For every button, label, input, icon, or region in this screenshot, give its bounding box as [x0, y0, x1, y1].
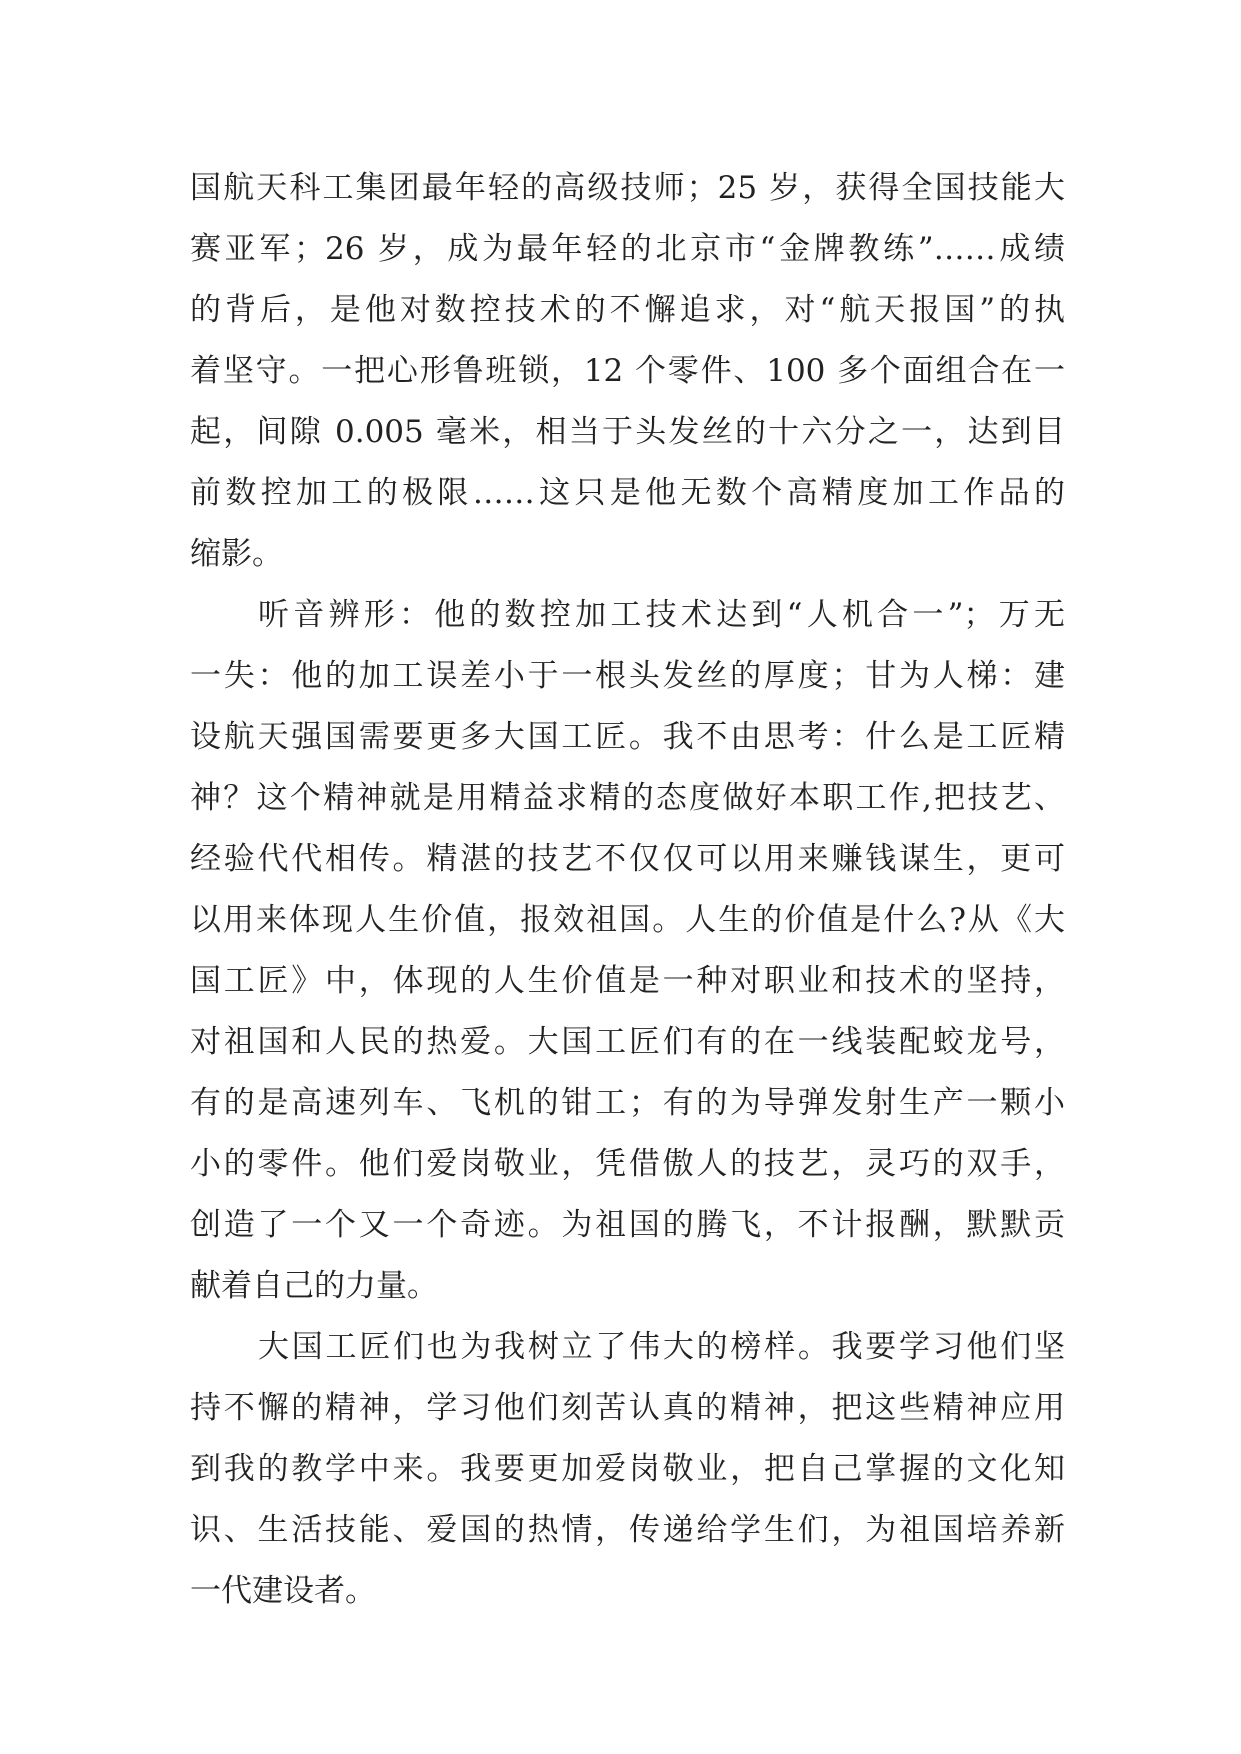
paragraph-2-line-1: 听音辨形：他的数控加工技术达到“人机合一”；万无 [258, 597, 1065, 633]
paragraph-1-line-5: 起，间隙 0.005 毫米，相当于头发丝的十六分之一，达到目 [190, 414, 1065, 450]
paragraph-1-line-7: 缩影。 [190, 536, 283, 572]
paragraph-1-line-6: 前数控加工的极限……这只是他无数个高精度加工作品的 [190, 475, 1065, 511]
paragraph-1-line-3: 的背后，是他对数控技术的不懈追求，对“航天报国”的执 [190, 292, 1065, 328]
paragraph-3-line-1: 大国工匠们也为我树立了伟大的榜样。我要学习他们坚 [258, 1329, 1065, 1365]
paragraph-2-line-9: 有的是高速列车、飞机的钳工；有的为导弹发射生产一颗小 [190, 1085, 1065, 1121]
paragraph-2-line-8: 对祖国和人民的热爱。大国工匠们有的在一线装配蛟龙号， [190, 1024, 1065, 1060]
paragraph-2-line-3: 设航天强国需要更多大国工匠。我不由思考：什么是工匠精 [190, 719, 1065, 755]
paragraph-3-line-4: 识、生活技能、爱国的热情，传递给学生们，为祖国培养新 [190, 1512, 1065, 1548]
paragraph-2-line-12: 献着自己的力量。 [190, 1268, 438, 1304]
paragraph-2-line-2: 一失：他的加工误差小于一根头发丝的厚度；甘为人梯：建 [190, 658, 1065, 694]
document-body [190, 158, 1065, 1622]
paragraph-3-line-3: 到我的教学中来。我要更加爱岗敬业，把自己掌握的文化知 [190, 1451, 1065, 1487]
paragraph-3-line-2: 持不懈的精神，学习他们刻苦认真的精神，把这些精神应用 [190, 1390, 1065, 1426]
paragraph-2-line-5: 经验代代相传。精湛的技艺不仅仅可以用来赚钱谋生，更可 [190, 841, 1065, 877]
paragraph-2-line-4: 神？这个精神就是用精益求精的态度做好本职工作,把技艺、 [190, 780, 1065, 816]
paragraph-2-line-11: 创造了一个又一个奇迹。为祖国的腾飞，不计报酬，默默贡 [190, 1207, 1065, 1243]
paragraph-3-line-5: 一代建设者。 [190, 1573, 376, 1609]
paragraph-2-line-10: 小的零件。他们爱岗敬业，凭借傲人的技艺，灵巧的双手， [190, 1146, 1065, 1182]
paragraph-1-line-1: 国航天科工集团最年轻的高级技师；25 岁，获得全国技能大 [190, 170, 1065, 206]
paragraph-2-line-6: 以用来体现人生价值，报效祖国。人生的价值是什么?从《大 [190, 902, 1065, 938]
paragraph-1-line-2: 赛亚军；26 岁，成为最年轻的北京市“金牌教练”……成绩 [190, 231, 1065, 267]
paragraph-2-line-7: 国工匠》中，体现的人生价值是一种对职业和技术的坚持， [190, 963, 1065, 999]
paragraph-1-line-4: 着坚守。一把心形鲁班锁，12 个零件、100 多个面组合在一 [190, 353, 1065, 389]
